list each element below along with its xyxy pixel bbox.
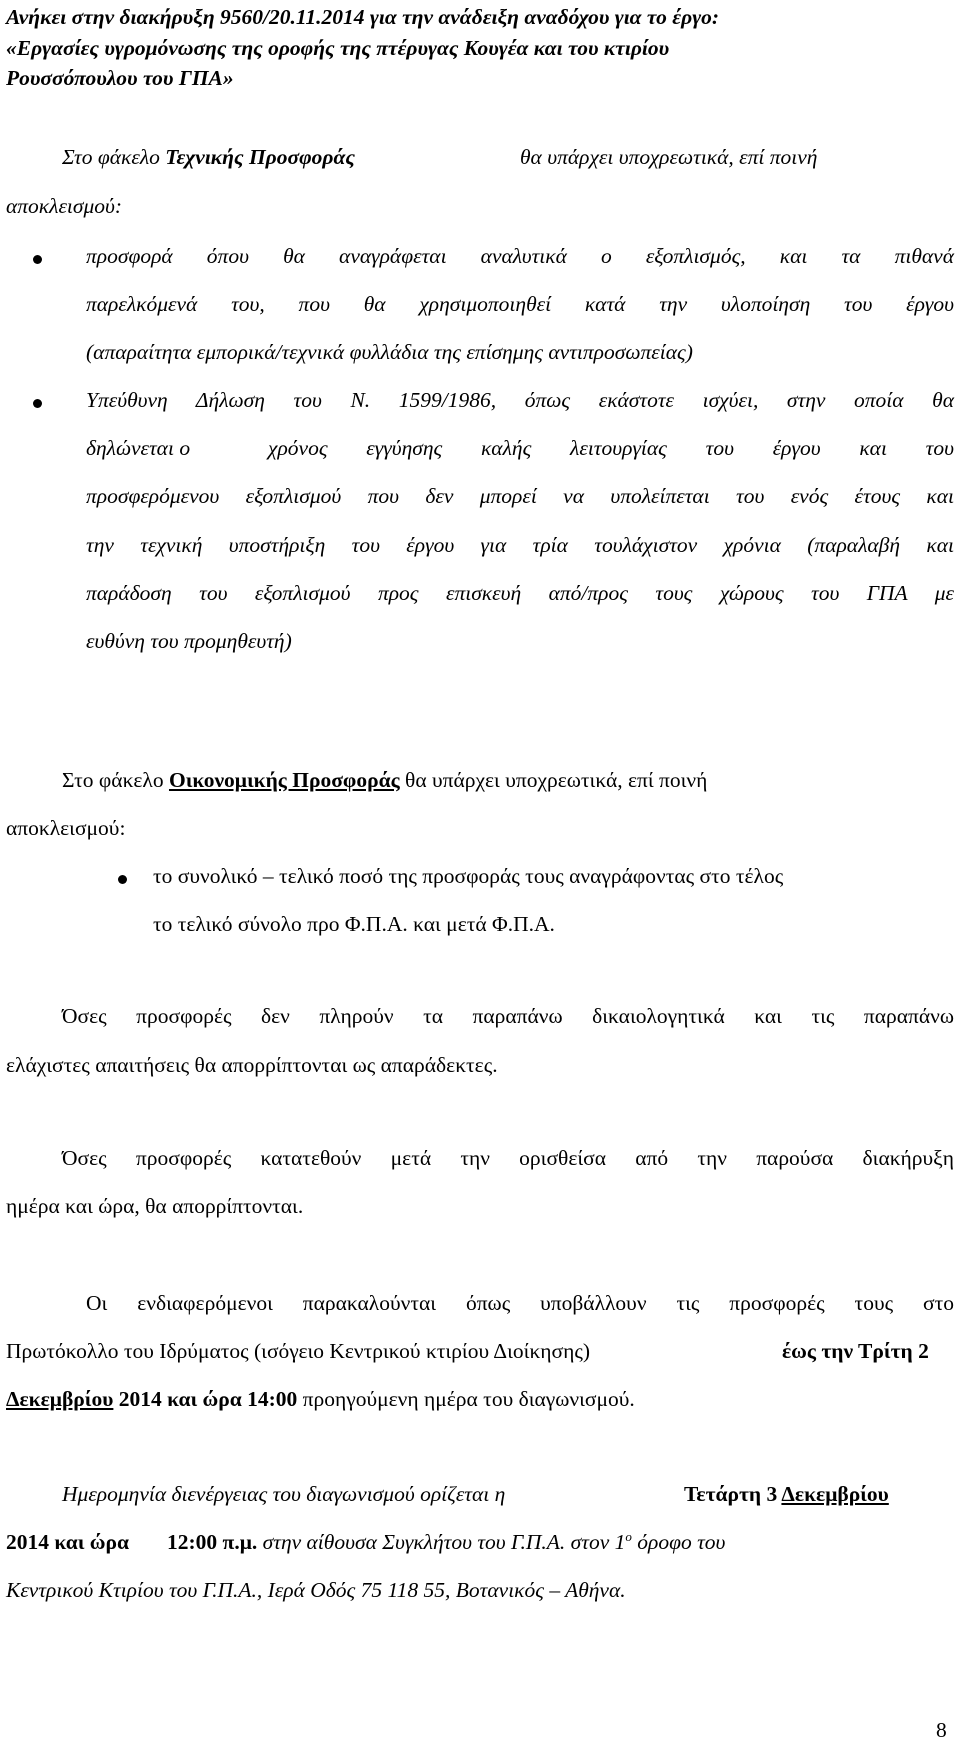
tender-month: Δεκεμβρίου xyxy=(781,1482,889,1506)
technical-bullet-1-line-1: προσφορά όπου θα αναγράφεται αναλυτικά ο εξοπλισμός, και τα πιθανά xyxy=(86,244,954,268)
bullet-icon xyxy=(118,875,127,884)
technical-bullet-2-line-2b: χρόνος εγγύησης καλής λειτουργίας του έργου και του xyxy=(268,436,954,460)
bullet-icon xyxy=(33,255,42,264)
technical-intro-end: αποκλεισμού: xyxy=(6,194,123,218)
financial-intro-end: αποκλεισμού: xyxy=(6,816,126,840)
submission-line-1: Οι ενδιαφερόμενοι παρακαλούνται όπως υποβάλλουν τις προσφορές τους στο xyxy=(86,1291,954,1315)
header-line-3: Ρουσσόπουλου του ΓΠΑ» xyxy=(6,66,234,90)
technical-intro: Στο φάκελο Τεχνικής Προσφοράς xyxy=(62,145,355,169)
submission-deadline-1: έως την Τρίτη 2 xyxy=(782,1339,929,1363)
technical-offer-term: Τεχνικής Προσφοράς xyxy=(165,145,355,169)
tender-year: 2014 και ώρα xyxy=(6,1530,129,1554)
technical-bullet-2-line-3: προσφερόμενου εξοπλισμού που δεν μπορεί να υπολείπεται του ενός έτους και xyxy=(86,484,954,508)
rejection-2-line-1: Όσες προσφορές κατατεθούν μετά την ορισθείσα από την παρούσα διακήρυξη xyxy=(62,1146,954,1170)
header-line-2: «Εργασίες υγρομόνωσης της οροφής της πτέρυγας Κουγέα και του κτιρίου xyxy=(6,36,670,60)
tender-time: 12:00 π.μ. xyxy=(167,1530,258,1554)
submission-line-2a: Πρωτόκολλο του Ιδρύματος (ισόγειο Κεντρικού κτιρίου Διοίκησης) xyxy=(6,1339,591,1363)
tender-line-1: Ημερομηνία διενέργειας του διαγωνισμού ορίζεται η xyxy=(62,1482,506,1506)
financial-bullet-line-2: το τελικό σύνολο προ Φ.Π.Α. και μετά Φ.Π.Α. xyxy=(153,912,555,936)
technical-bullet-1-line-3: (απαραίτητα εμπορικά/τεχνικά φυλλάδια της επίσημης αντιπροσωπείας) xyxy=(86,340,693,364)
financial-offer-term: Οικονομικής Προσφοράς xyxy=(168,768,400,792)
financial-intro: Στο φάκελο Οικονομικής Προσφοράς θα υπάρχει υποχρεωτικά, επί ποινή xyxy=(62,768,708,792)
submission-deadline-time: 2014 και ώρα 14:00 xyxy=(113,1387,298,1411)
technical-bullet-2-line-6: ευθύνη του προμηθευτή) xyxy=(86,629,292,653)
financial-bullet-line-1: το συνολικό – τελικό ποσό της προσφοράς τους αναγράφοντας στο τέλος xyxy=(153,864,784,888)
technical-bullet-2-line-1: Υπεύθυνη Δήλωση του Ν. 1599/1986, όπως εκάστοτε ισχύει, στην οποία θα xyxy=(86,388,954,412)
technical-intro-rest: θα υπάρχει υποχρεωτικά, επί ποινή xyxy=(520,145,818,169)
tender-day: Τετάρτη 3 xyxy=(684,1482,782,1506)
header-line-1: Ανήκει στην διακήρυξη 9560/20.11.2014 για την ανάδειξη αναδόχου για το έργο: xyxy=(6,5,720,29)
rejection-1-line-1: Όσες προσφορές δεν πληρούν τα παραπάνω δικαιολογητικά και τις παραπάνω xyxy=(62,1004,954,1028)
submission-line-3: Δεκεμβρίου 2014 και ώρα 14:00 προηγούμενη ημέρα του διαγωνισμού. xyxy=(6,1387,635,1411)
rejection-1-line-2: ελάχιστες απαιτήσεις θα απορρίπτονται ως απαράδεκτες. xyxy=(6,1053,498,1077)
tender-line-1-date xyxy=(684,1481,889,1507)
technical-bullet-2-line-4: την τεχνική υποστήριξη του έργου για τρία τουλάχιστον χρόνια (παραλαβή και xyxy=(86,533,954,557)
rejection-2-line-2: ημέρα και ώρα, θα απορρίπτονται. xyxy=(6,1194,304,1218)
page-number: 8 xyxy=(936,1718,947,1742)
submission-deadline-month: Δεκεμβρίου xyxy=(6,1387,114,1411)
technical-bullet-2-line-2a: δηλώνεται ο xyxy=(86,436,191,460)
tender-line-2: 12:00 π.μ. στην αίθουσα Συγκλήτου του Γ.Π.Α. στον $1^o$ όροφο του xyxy=(167,1528,726,1554)
technical-bullet-2-line-5: παράδοση του εξοπλισμού προς επισκευή από/προς τους χώρους του ΓΠΑ με xyxy=(86,581,954,605)
technical-bullet-1-line-2: παρελκόμενά του, που θα χρησιμοποιηθεί κατά την υλοποίηση του έργου xyxy=(86,292,954,316)
bullet-icon xyxy=(33,399,42,408)
tender-location: Κεντρικού Κτιρίου του Γ.Π.Α., Ιερά Οδός 75 118 55, Βοτανικός – Αθήνα. xyxy=(6,1578,626,1602)
